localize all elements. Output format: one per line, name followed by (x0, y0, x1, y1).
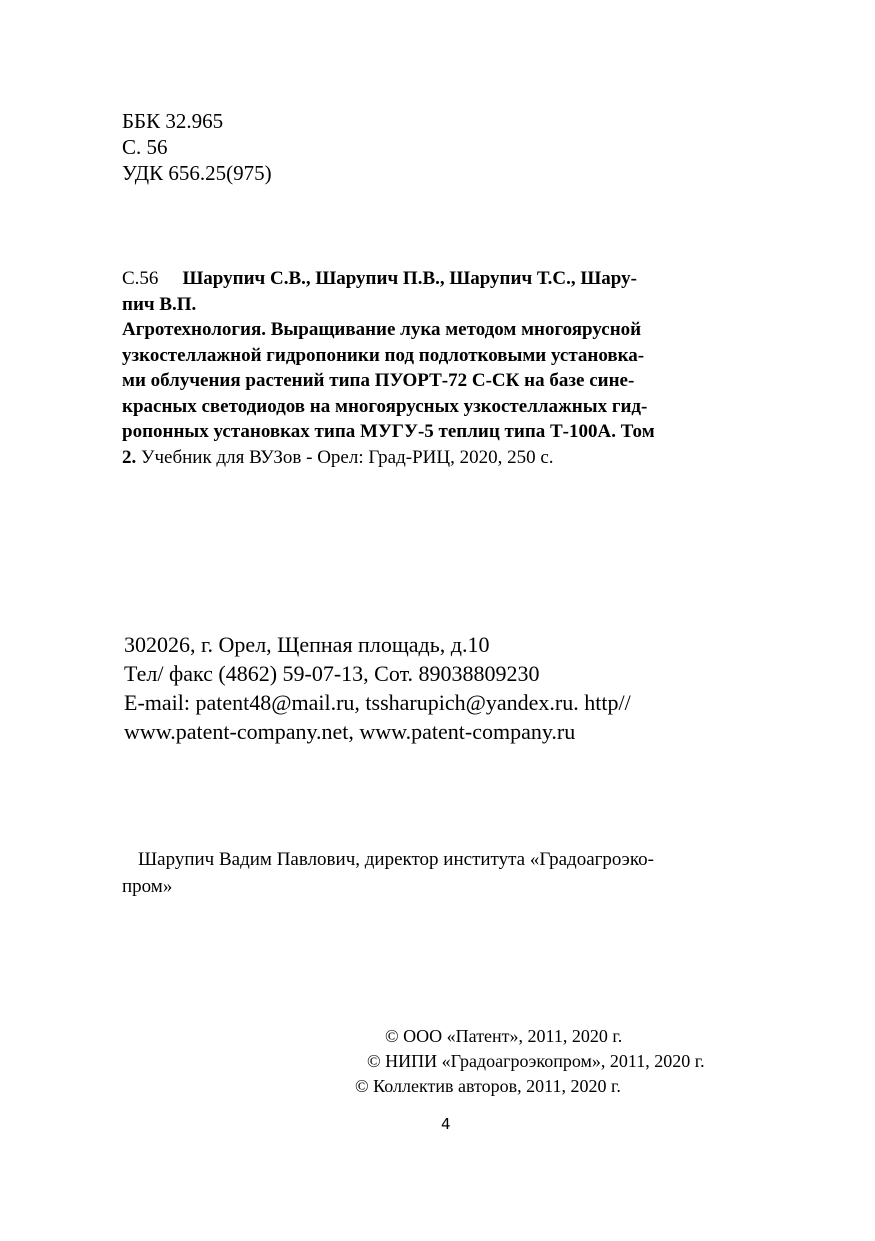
postal-address: 302026, г. Орел, Щепная площадь, д.10 (124, 632, 490, 657)
biblio-first-line (122, 266, 782, 292)
author-sign: С. 56 (122, 135, 168, 159)
copyright-line-1: © ООО «Патент», 2011, 2020 г. (385, 1026, 623, 1046)
udk-code: УДК 656.25(975) (122, 161, 272, 185)
title-line-4: красных светодиодов на многоярусных узкостеллажных гид- (122, 395, 648, 417)
email-line: E-mail: patent48@mail.ru, tssharupich@yandex.ru. http// (124, 690, 631, 715)
title-line-5: ропонных установках типа МУГУ-5 теплиц типа Т-100А. Том (122, 421, 655, 442)
classification-codes (122, 108, 272, 186)
publication-line (122, 445, 782, 471)
title-line-3: ми облучения растений типа ПУОРТ-72 С-СК на базе сине- (122, 370, 635, 391)
title-line-1: Агротехнология. Выращивание лука методом многоярусной (122, 319, 642, 340)
publication-info: Учебник для ВУЗов - Орел: Град-РИЦ, 2020, 250 с. (136, 446, 554, 468)
reviewer-line-1: Шарупич Вадим Павлович, директор института «Градоагроэко- (138, 849, 654, 870)
copyright-line-2: © НИПИ «Градоагроэкопром», 2011, 2020 г. (367, 1051, 705, 1071)
authors-line-1: Шарупич С.В., Шарупич П.В., Шарупич Т.С., Шару- (182, 268, 637, 289)
copyright-notices (0, 1024, 875, 1099)
copyright-line-3: © Коллектив авторов, 2011, 2020 г. (355, 1076, 621, 1096)
biblio-index: С.56 (122, 268, 159, 289)
websites-line: www.patent-company.net, www.patent-company.ru (124, 719, 576, 744)
authors-line-2: пич В.П. (122, 293, 197, 315)
phone-fax: Тел/ факс (4862) 59-07-13, Сот. 89038809230 (124, 661, 540, 686)
bibliographic-entry (122, 266, 782, 470)
reviewer-line-2: пром» (122, 876, 173, 897)
contact-info (124, 630, 631, 746)
page-number: 4 (441, 1115, 451, 1133)
title-line-2: узкостеллажной гидропоники под подлотковыми установка- (122, 344, 645, 366)
bbk-code: ББК 32.965 (122, 109, 224, 133)
reviewer-info (122, 846, 654, 900)
volume-number: 2. (122, 446, 137, 468)
